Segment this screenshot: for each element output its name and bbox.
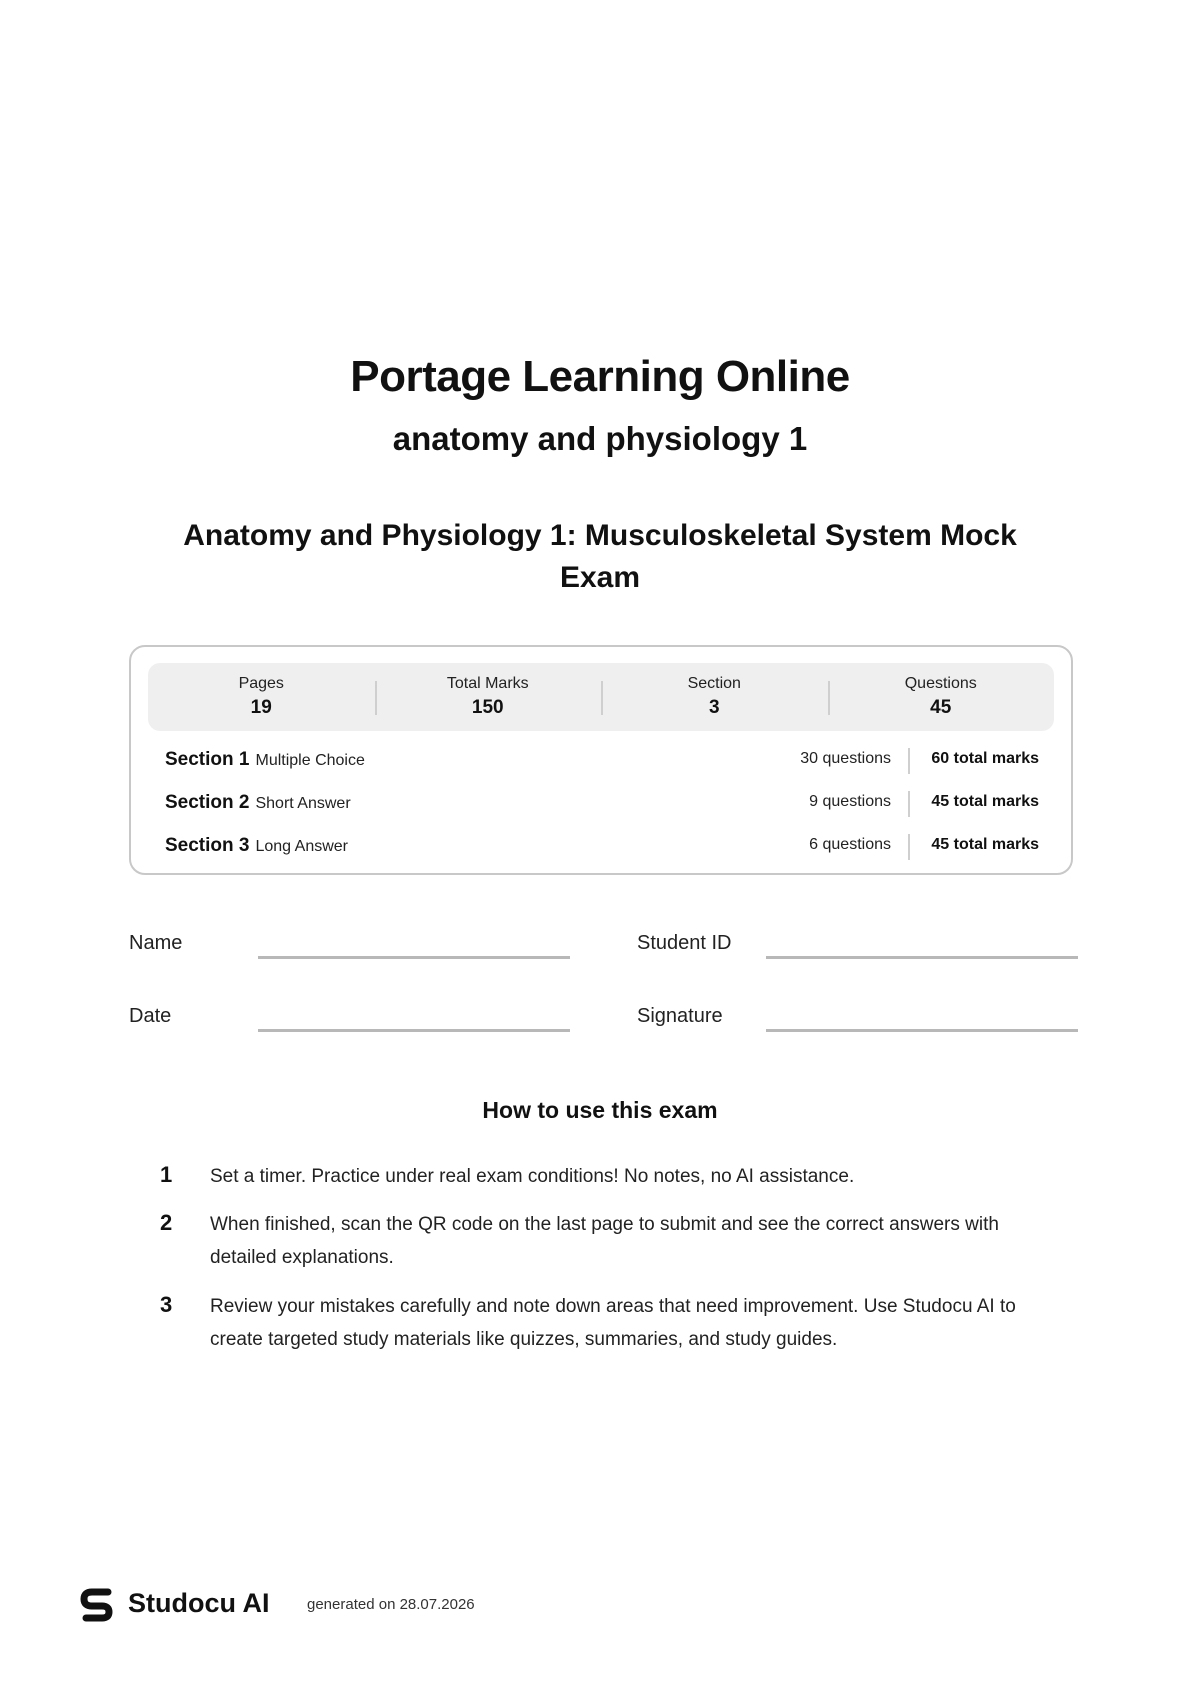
section-divider (908, 791, 910, 817)
instructions-heading: How to use this exam (482, 1097, 718, 1123)
step-number: 2 (160, 1210, 173, 1235)
section-questions: 30 questions (800, 750, 891, 767)
stat-value: 19 (250, 697, 272, 718)
course-subtitle: anatomy and physiology 1 (392, 420, 808, 457)
section-name: Section 3 (165, 835, 250, 856)
section-type: Short Answer (255, 795, 351, 812)
section-marks: 45 total marks (931, 836, 1039, 853)
step-number: 3 (160, 1292, 173, 1317)
section-row (165, 831, 1041, 861)
section-name: Section 1 (165, 749, 250, 770)
studocu-logo-icon (78, 1586, 116, 1624)
stat-label: Pages (238, 675, 284, 692)
name-field[interactable] (258, 956, 570, 959)
institution-title: Portage Learning Online (350, 352, 850, 401)
stat-sections (601, 663, 828, 731)
step-number: 1 (160, 1162, 173, 1187)
stat-label: Total Marks (446, 675, 529, 692)
section-marks: 45 total marks (931, 793, 1039, 810)
date-field[interactable] (258, 1029, 570, 1032)
stat-value: 3 (708, 697, 720, 718)
section-marks: 60 total marks (931, 750, 1039, 767)
student-id-label: Student ID (637, 932, 732, 954)
stat-questions (828, 663, 1055, 731)
stat-total-marks (375, 663, 602, 731)
student-id-field[interactable] (766, 956, 1078, 959)
section-questions: 6 questions (809, 836, 891, 853)
exam-title: Anatomy and Physiology 1: Musculoskeletal System Mock Exam (183, 519, 1017, 594)
exam-summary-card (129, 645, 1073, 875)
stats-bar (148, 663, 1054, 731)
section-type: Long Answer (255, 838, 348, 855)
brand-name: Studocu AI (128, 1588, 270, 1618)
section-type: Multiple Choice (255, 752, 365, 769)
section-divider (908, 748, 910, 774)
stat-label: Questions (904, 675, 977, 692)
name-label: Name (129, 932, 183, 954)
stat-label: Section (687, 675, 741, 692)
stat-pages (148, 663, 375, 731)
section-row (165, 745, 1041, 775)
step-text: When finished, scan the QR code on the last page to submit and see the correct answers with detailed explanations. (210, 1214, 999, 1268)
step-text: Set a timer. Practice under real exam conditions! No notes, no AI assistance. (210, 1166, 855, 1187)
date-label: Date (129, 1005, 172, 1027)
section-questions: 9 questions (809, 793, 891, 810)
step-text: Review your mistakes carefully and note down areas that need improvement. Use Studocu AI to create targeted study materials like quizzes, summaries, and study guides. (210, 1296, 1016, 1350)
generated-date: generated on 28.07.2026 (307, 1596, 475, 1613)
section-divider (908, 834, 910, 860)
stat-value: 45 (930, 697, 952, 718)
section-name: Section 2 (165, 792, 250, 813)
section-row (165, 788, 1041, 818)
stat-value: 150 (471, 697, 504, 718)
signature-label: Signature (637, 1005, 723, 1027)
signature-field[interactable] (766, 1029, 1078, 1032)
